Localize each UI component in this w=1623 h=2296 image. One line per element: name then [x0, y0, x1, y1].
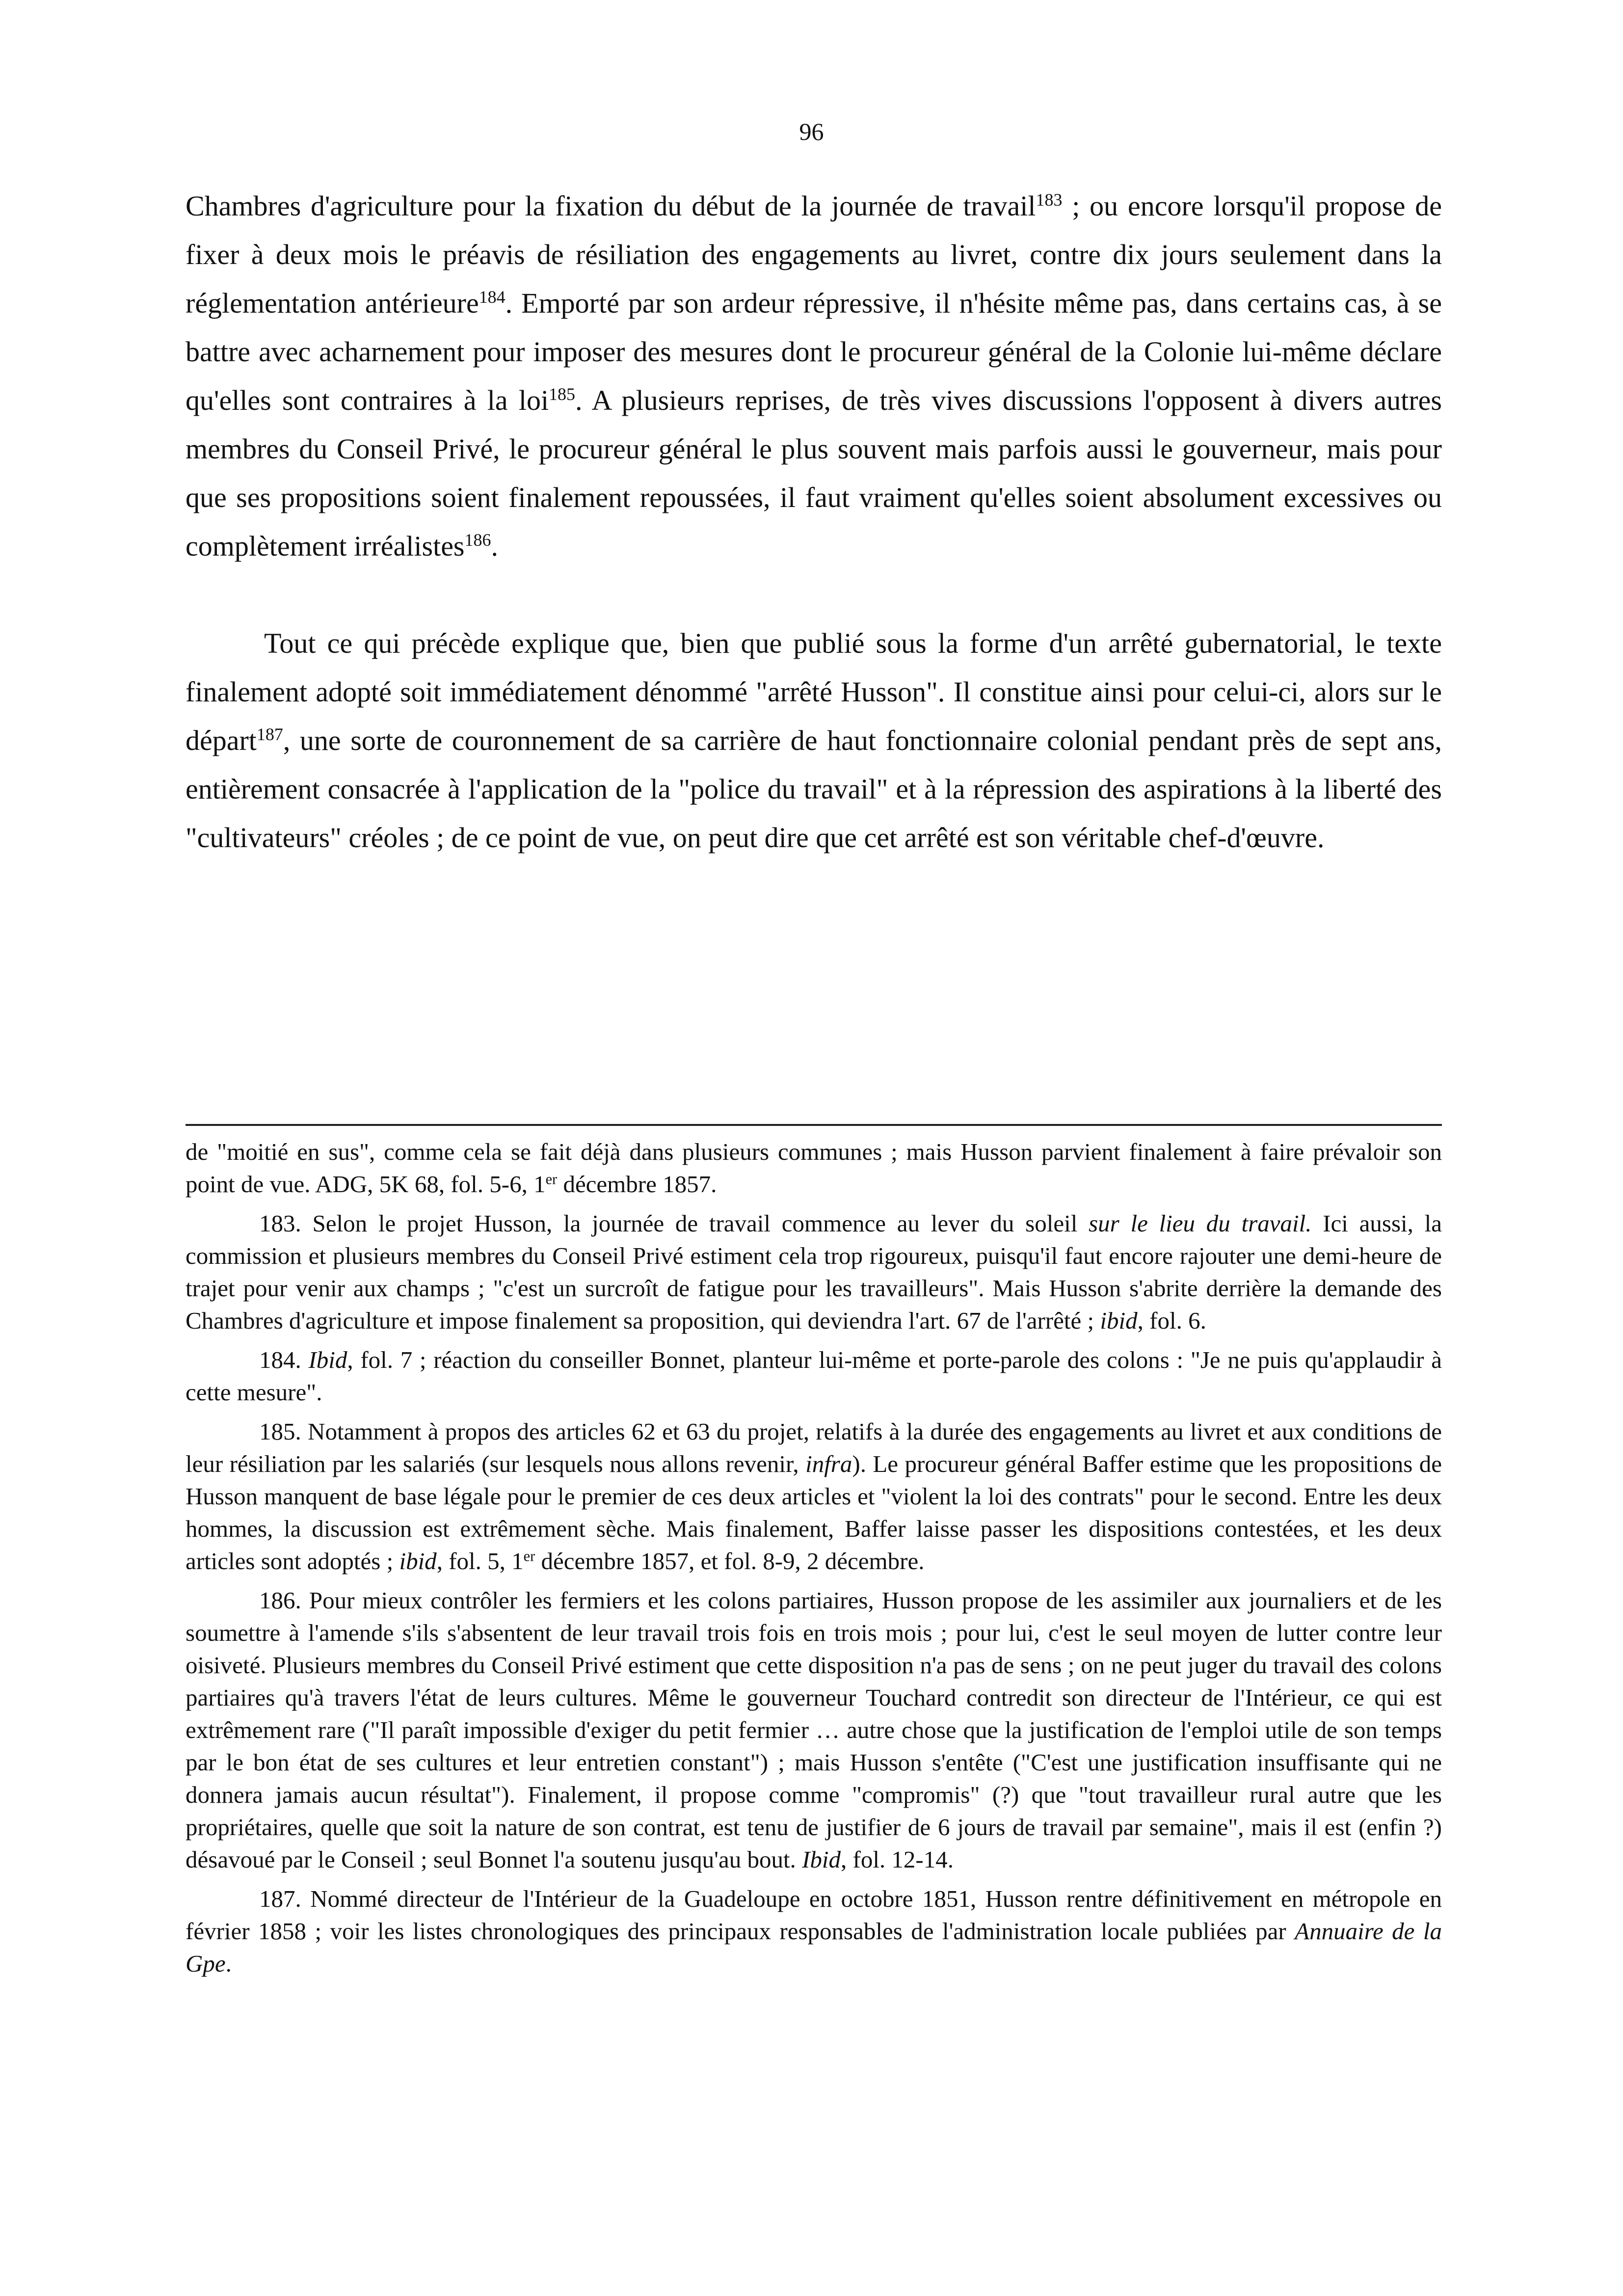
italic-run: infra — [805, 1450, 852, 1477]
text-run: , fol. 6. — [1137, 1307, 1206, 1334]
text-run: . Emporté par son ardeur répressive, il n'hésite même pas, dans certains cas, à se battre avec acharnement pour imposer des mesures dont le procureur général de la Colonie lui-même déclare qu'elles sont contraires à la loi — [186, 287, 1442, 416]
ordinal-suffix: er — [523, 1548, 535, 1565]
footnote-ref[interactable]: 185 — [549, 384, 576, 404]
footnote-ref[interactable]: 187 — [256, 724, 283, 745]
text-run: ). Le procureur général Baffer estime que les propositions de Husson manquent de base légale pour le premier de ces deux articles et "violent la loi des contrats" pour le second. Entre les deux hommes, la discussion est extrêmement sèche. Mais finalement, Baffer laisse passer les dispositions contestées, et les deux articles sont adoptés ; — [186, 1450, 1442, 1575]
footnote-184 — [186, 1344, 1442, 1409]
text-run: . A plusieurs reprises, de très vives discussions l'opposent à divers autres membres du Conseil Privé, le procureur général le plus souvent mais parfois aussi le gouverneur, mais pour que ses propositions soient finalement repoussées, il faut vraiment qu'elles soient absolument excessives ou complètement irréalistes — [186, 384, 1442, 562]
text-run: 184. — [259, 1346, 309, 1373]
page-number: 96 — [799, 118, 824, 145]
main-text — [186, 182, 1442, 862]
body-paragraph — [186, 182, 1442, 570]
text-run: Tout ce qui précède explique que, bien que publié sous la forme d'un arrêté gubernatorial, le texte finalement adopté soit immédiatement dénommé "arrêté Husson". Il constitue ainsi pour celui-ci, alors sur le départ — [186, 627, 1442, 756]
text-run: . — [491, 530, 498, 562]
text-run: décembre 1857, et fol. 8-9, 2 décembre. — [535, 1548, 925, 1575]
footnote-ref[interactable]: 184 — [479, 287, 506, 307]
footnote-185 — [186, 1415, 1442, 1577]
italic-run: ibid — [399, 1548, 437, 1575]
italic-run: sur le lieu du travail. — [1089, 1210, 1312, 1237]
italic-run: ibid — [1100, 1307, 1138, 1334]
text-run: , fol. 5, 1 — [436, 1548, 524, 1575]
text-run: , fol. 12-14. — [841, 1846, 954, 1873]
text-run: , fol. 7 ; réaction du conseiller Bonnet, planteur lui-même et porte-parole des colons : "Je ne puis qu'applaudir à cette mesure". — [186, 1346, 1442, 1406]
footnotes — [186, 1136, 1442, 1987]
italic-run: Ibid — [308, 1346, 347, 1373]
footnote-separator — [186, 1124, 1442, 1126]
text-run: décembre 1857. — [557, 1171, 717, 1198]
text-run: , une sorte de couronnement de sa carrière de haut fonctionnaire colonial pendant près de sept ans, entièrement consacrée à l'application de la "police du travail" et à la répression des aspirations à la liberté des "cultivateurs" créoles ; de ce point de vue, on peut dire que cet arrêté est son véritable chef-d'œuvre. — [186, 724, 1442, 854]
footnote-183 — [186, 1207, 1442, 1337]
footnote-ref[interactable]: 186 — [464, 530, 491, 550]
text-run: 186. Pour mieux contrôler les fermiers et les colons partiaires, Husson propose de les assimiler aux journaliers et de les soumettre à l'amende s'ils s'absentent de leur travail trois fois en trois mois ; pour lui, c'est le seul moyen de lutter contre leur oisiveté. Plusieurs membres du Conseil Privé estiment que cette disposition n'a pas de sens ; on ne peut juger du travail des colons partiaires qu'à travers l'état de leurs cultures. Même le gouverneur Touchard contredit son directeur de l'Intérieur, ce qui est extrêmement rare ("Il paraît impossible d'exiger du petit fermier … autre chose que la justification de l'emploi utile de son temps par le bon état de ses cultures et leur entretien constant") ; mais Husson s'entête ("C'est une justification insuffisante qui ne donnera jamais aucun résultat"). Finalement, il propose comme "compromis" (?) que "tout travailleur rural autre que les propriétaires, quelle que soit la nature de son contrat, est tenu de justifier de 6 jours de travail par semaine", mais il est (enfin ?) désavoué par le Conseil ; seul Bonnet l'a soutenu jusqu'au bout. — [186, 1587, 1442, 1873]
footnote-ref[interactable]: 183 — [1036, 190, 1063, 210]
italic-run: Annuaire de la Gpe — [186, 1918, 1442, 1977]
text-run: Ici aussi, la commission et plusieurs membres du Conseil Privé estiment cela trop rigoureux, puisqu'il faut encore rajouter une demi-heure de trajet pour venir aux champs ; "c'est un surcroît de fatigue pour les travailleurs". Mais Husson s'abrite derrière la demande des Chambres d'agriculture et impose finalement sa proposition, qui deviendra l'art. 67 de l'arrêté ; — [186, 1210, 1442, 1334]
text-run: 185. Notamment à propos des articles 62 et 63 du projet, relatifs à la durée des engagements au livret et aux conditions de leur résiliation par les salariés (sur lesquels nous allons revenir, — [186, 1418, 1442, 1477]
ordinal-suffix: er — [545, 1171, 558, 1188]
footnote-186 — [186, 1584, 1442, 1876]
text-run: 187. Nommé directeur de l'Intérieur de la Guadeloupe en octobre 1851, Husson rentre définitivement en métropole en février 1858 ; voir les listes chronologiques des principaux responsables de l'administration locale publiées par — [186, 1885, 1442, 1945]
body-paragraph — [186, 619, 1442, 862]
footnote-continuation — [186, 1136, 1442, 1201]
text-run: Chambres d'agriculture pour la fixation du début de la journée de travail — [186, 190, 1036, 222]
text-run: de "moitié en sus", comme cela se fait déjà dans plusieurs communes ; mais Husson parvient finalement à faire prévaloir son point de vue. ADG, 5K 68, fol. 5-6, 1 — [186, 1138, 1442, 1198]
footnote-187 — [186, 1883, 1442, 1980]
text-run: . — [225, 1950, 232, 1977]
italic-run: Ibid — [802, 1846, 841, 1873]
text-run: ; ou encore lorsqu'il propose de fixer à deux mois le préavis de résiliation des engagements au livret, contre dix jours seulement dans la réglementation antérieure — [186, 190, 1442, 319]
text-run: 183. Selon le projet Husson, la journée de travail commence au lever du soleil — [259, 1210, 1089, 1237]
